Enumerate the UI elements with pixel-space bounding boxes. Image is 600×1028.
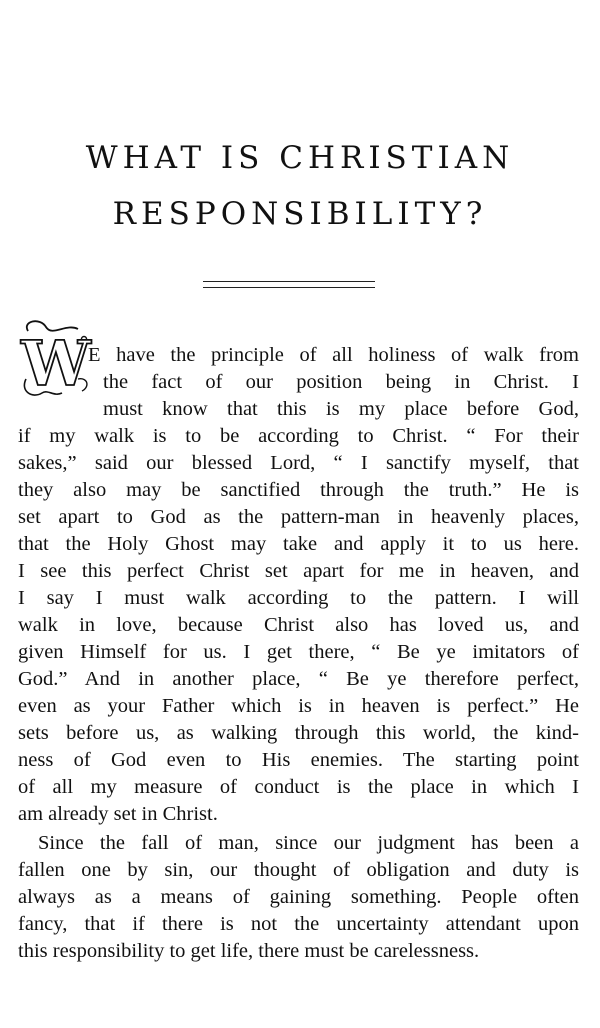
body-line: sakes,” said our blessed Lord, “ I sanctify myself, that bbox=[18, 452, 579, 474]
body-line: if my walk is to be according to Christ. “ For their bbox=[18, 425, 579, 447]
chapter-title-line-1: WHAT IS CHRISTIAN bbox=[85, 140, 515, 176]
body-line: this responsibility to get life, there must be carelessness. bbox=[18, 940, 480, 962]
body-line: fallen one by sin, our thought of obligation and duty is bbox=[18, 859, 579, 881]
body-line: Since the fall of man, since our judgment has been a bbox=[38, 832, 579, 854]
body-line: must know that this is my place before God, bbox=[103, 398, 579, 420]
body-line: of all my measure of conduct is the place in which I bbox=[18, 776, 579, 798]
chapter-title-line-2: RESPONSIBILITY? bbox=[112, 196, 488, 232]
body-line: set apart to God as the pattern-man in heavenly places, bbox=[18, 506, 579, 528]
body-line: they also may be sanctified through the truth.” He is bbox=[18, 479, 579, 501]
body-line: walk in love, because Christ also has loved us, and bbox=[18, 614, 579, 636]
body-line: God.” And in another place, “ Be ye therefore perfect, bbox=[18, 668, 579, 690]
decorated-initial-icon bbox=[18, 319, 94, 401]
ornamental-rule-bottom bbox=[203, 287, 375, 288]
body-line: the fact of our position being in Christ. I bbox=[103, 371, 579, 393]
body-line: that the Holy Ghost may take and apply it to us here. bbox=[18, 533, 579, 555]
body-line: even as your Father which is in heaven is perfect.” He bbox=[18, 695, 579, 717]
body-line: I say I must walk according to the pattern. I will bbox=[18, 587, 579, 609]
body-line: given Himself for us. I get there, “ Be ye imitators of bbox=[18, 641, 579, 663]
body-line: ness of God even to His enemies. The starting point bbox=[18, 749, 579, 771]
body-line: always as a means of gaining something. People often bbox=[18, 886, 579, 908]
body-line: am already set in Christ. bbox=[18, 803, 218, 825]
body-line: sets before us, as walking through this world, the kind- bbox=[18, 722, 579, 744]
dropcap-letter: W bbox=[21, 327, 91, 400]
decorated-initial-graphic bbox=[18, 319, 94, 401]
body-line: E have the principle of all holiness of walk from bbox=[88, 344, 579, 366]
ornamental-rule-top bbox=[203, 281, 375, 282]
body-line: fancy, that if there is not the uncertainty attendant upon bbox=[18, 913, 579, 935]
body-line: I see this perfect Christ set apart for me in heaven, and bbox=[18, 560, 579, 582]
